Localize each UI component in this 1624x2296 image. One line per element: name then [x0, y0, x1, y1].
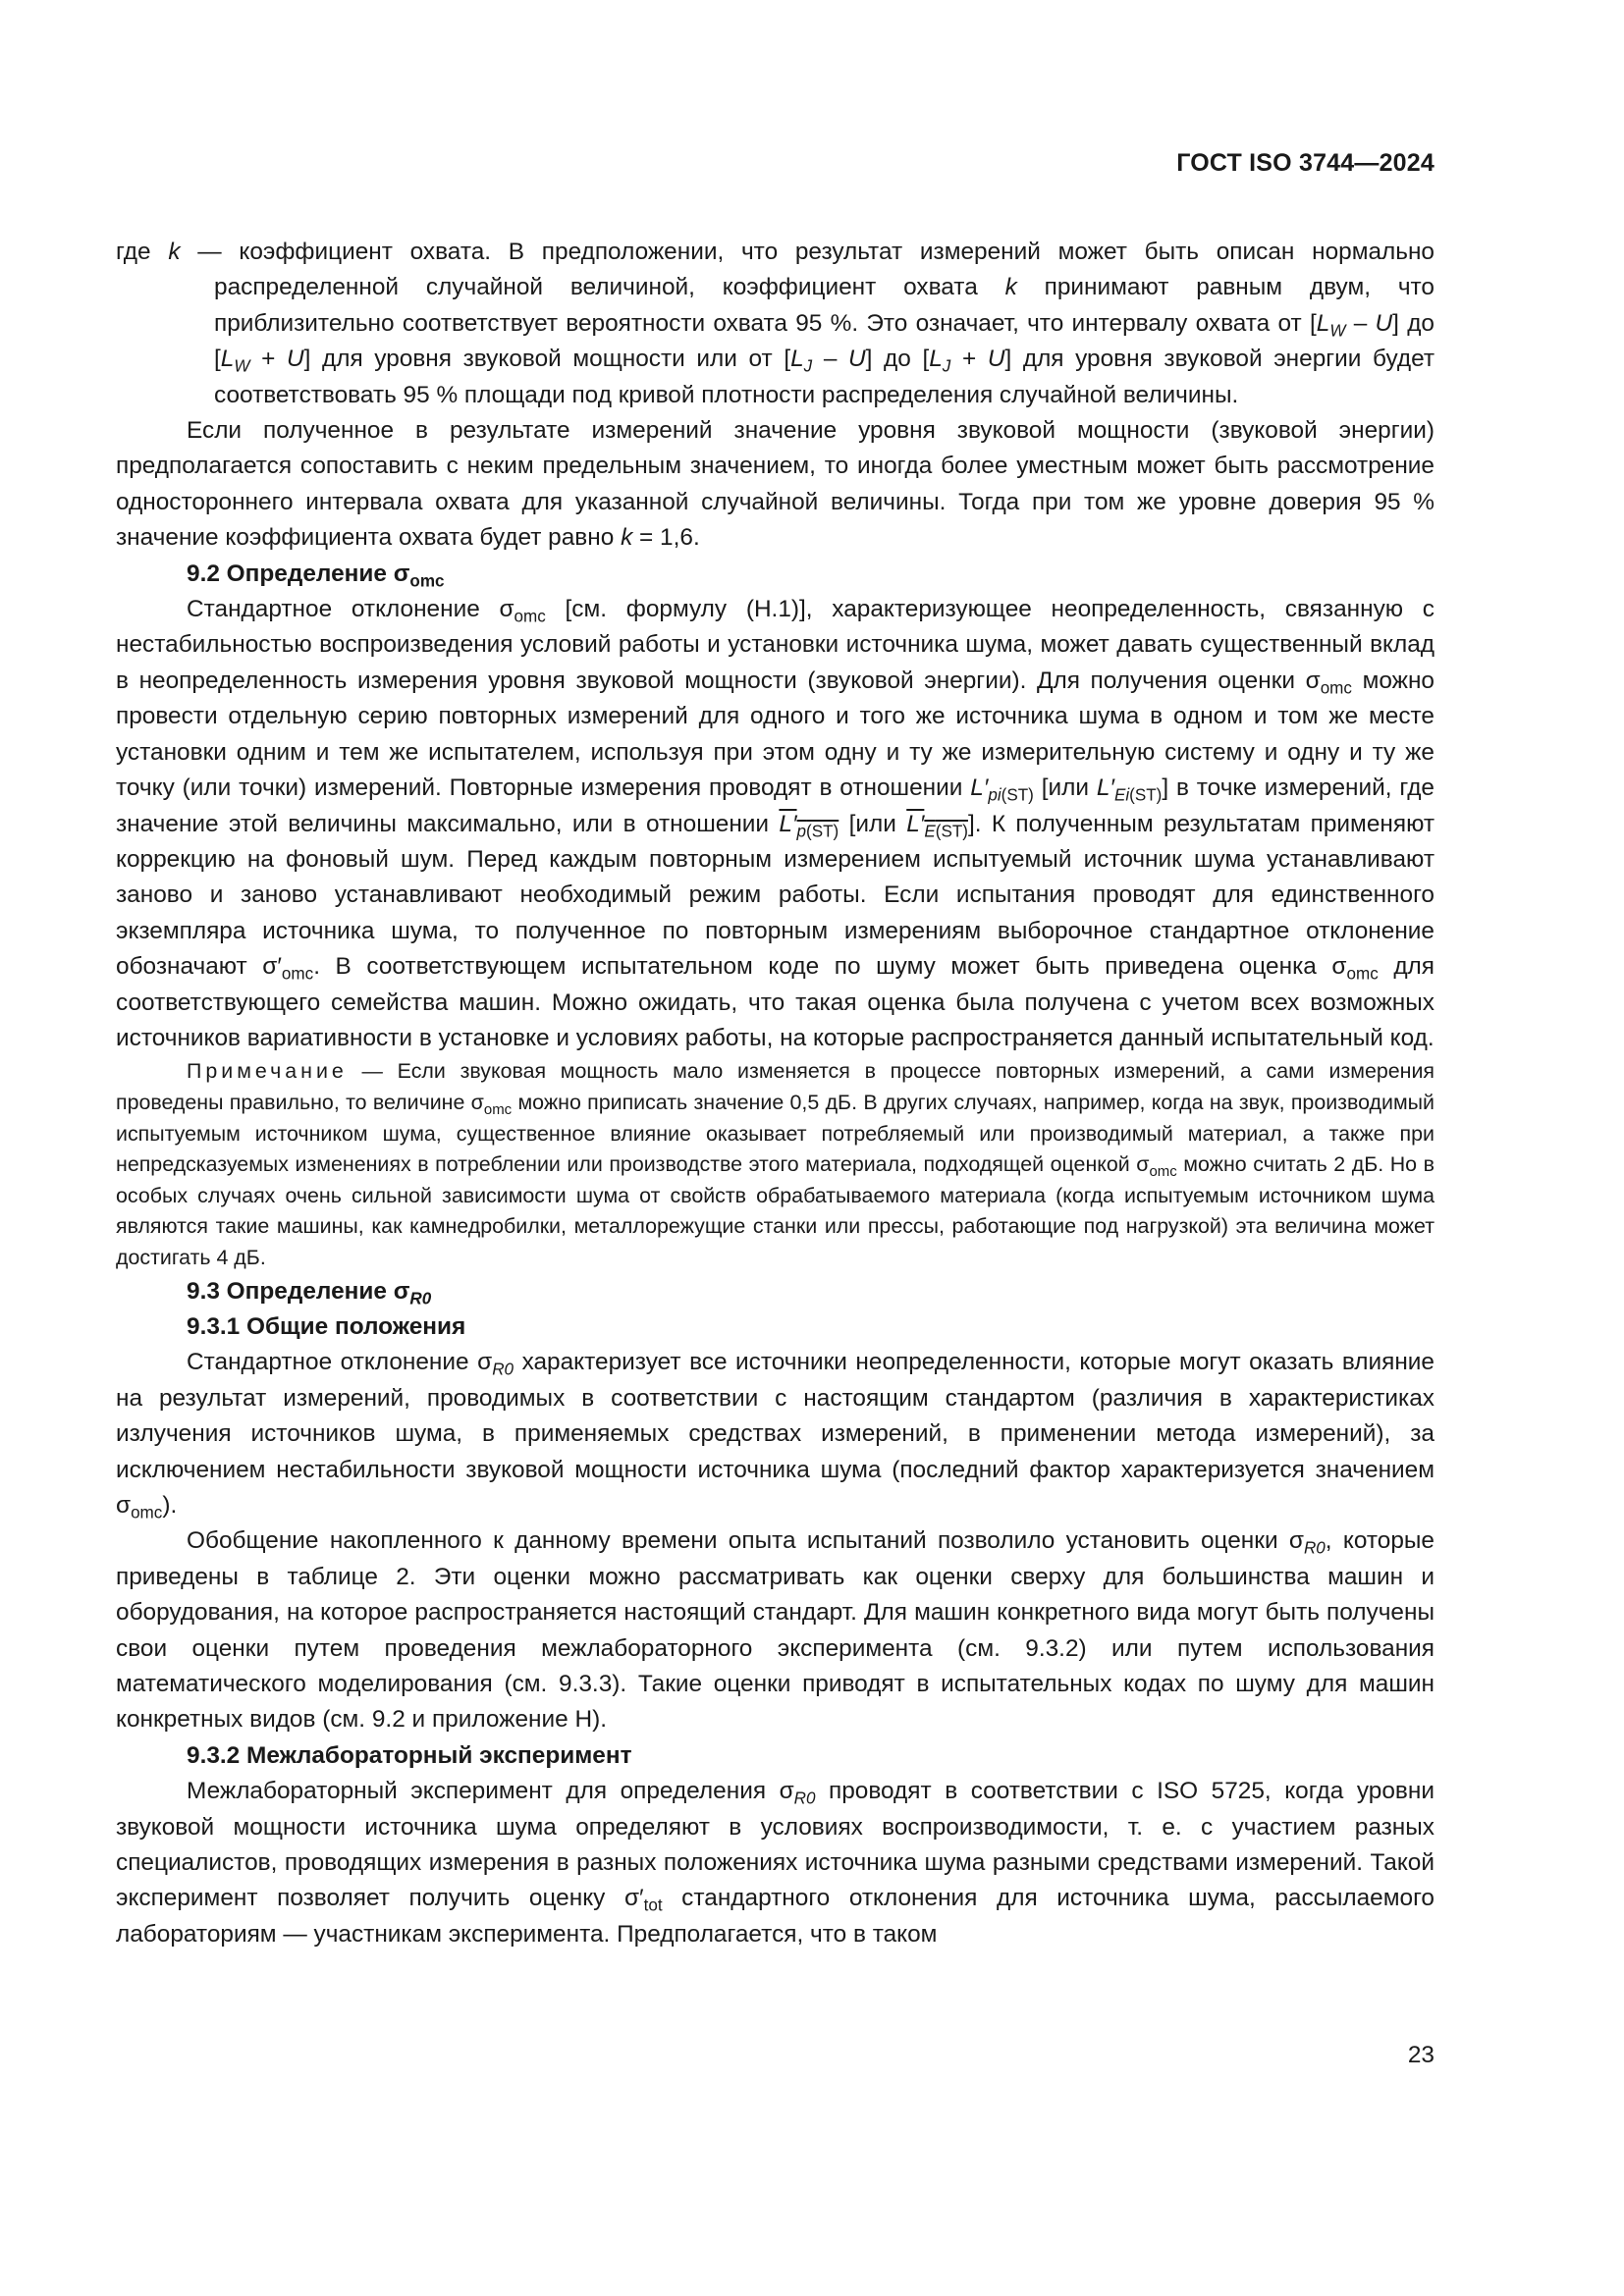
subscript-omc: omc: [1149, 1162, 1177, 1180]
symbol-l-prime: L′: [1096, 774, 1114, 802]
section-title: 9.3 Определение σ: [187, 1277, 410, 1305]
text-segment: стандартного отклонения для источника шума, рассылаемого лабораториям — участникам эксперимента. Предполагается, что в таком: [116, 1885, 1435, 1948]
page-number: 23: [1407, 2042, 1435, 2068]
text-segment: можно считать 2 дБ. Но в особых случаях очень сильной зависимости шума от свойств обрабатываемого материала (когда испытуемым источником шума являются такие машины, как камнедробилки, металлорежущие станки или прессы, работающие под нагрузкой) эта величина может достигать 4 дБ.: [116, 1152, 1435, 1269]
text-segment: Межлабораторный эксперимент для определения σ: [187, 1778, 794, 1805]
text-segment: можно провести отдельную серию повторных измерений для одного и того же источника шума в одном и том же месте установки одним и тем же испытателем, используя при этом одну и ту же измерительную систему и одну и ту же точку (или точки) измерений. Повторные измерения проводят в отношении: [116, 667, 1435, 802]
note-label: Примечание: [187, 1059, 348, 1084]
text-segment: ] для уровня звуковой мощности или от [: [303, 346, 791, 373]
text-segment: Стандартное отклонение σ: [187, 1349, 493, 1376]
text-segment: Обобщение накопленного к данному времени опыта испытаний позволило установить оценки σ: [187, 1527, 1304, 1555]
plus: +: [249, 346, 287, 373]
subscript-omc: omc: [483, 1100, 513, 1118]
symbol-k: k: [621, 524, 633, 552]
symbol-u: U: [286, 346, 304, 373]
text-segment: [или: [839, 810, 907, 837]
text-segment: ]. К полученным результатам применяют коррекцию на фоновый шум. Перед каждым повторным измерением испытуемый источник шума устанавливают заново и заново устанавливают необходимый режим работы. Если испытания проводят для единственного экземпляра источника шума, то полученное по повторным измерениям выборочное стандартное отклонение обозначают σ′: [116, 810, 1435, 981]
subscript-r0: R0: [793, 1789, 816, 1808]
subscript-w: W: [1329, 321, 1346, 341]
subscript-st: (ST): [1129, 785, 1163, 805]
symbol-l: L: [220, 346, 235, 373]
text-segment: , которые приведены в таблице 2. Эти оценки можно рассматривать как оценки сверху для большинства машин и оборудования, на которое распространяется настоящий стандарт. Для машин конкретного вида могут быть получены свои оценки путем проведения межлабораторного эксперимента (см. 9.3.2) или путем использования математического моделирования (см. 9.3.3). Такие оценки приводят в испытательных кодах по шуму для машин конкретных видов (см. 9.2 и приложение H).: [116, 1527, 1435, 1734]
text-segment: для соответствующего семейства машин. Можно ожидать, что такая оценка была получена с учетом всех возможных источников вариативности в установке и условиях работы, на которые распространяется данный испытательный код.: [116, 953, 1435, 1051]
symbol-l: L: [1316, 309, 1330, 337]
overlined-quantity: [779, 810, 839, 840]
text-segment: можно приписать значение 0,5 дБ. В других случаях, например, когда на звук, производимый испытуемым источником шума, существенное влияние оказывает потребляемый или производимый материал, а также при непредсказуемых изменениях в потреблении или производстве этого материала, подходящей оценкой σ: [116, 1090, 1435, 1177]
subscript-r0: R0: [492, 1360, 514, 1379]
text-segment: принимают равным двум, что приблизительно соответствует вероятности охвата 95 %. Это означает, что интервалу охвата от [: [214, 274, 1435, 337]
text-segment: ] до [: [865, 346, 930, 373]
one-sided-interval-paragraph: [116, 413, 1435, 557]
page-content: [116, 235, 1435, 1952]
overlined-quantity: [906, 810, 968, 840]
plus: +: [950, 346, 988, 373]
text-segment: Стандартное отклонение σ: [187, 596, 514, 623]
symbol-k: k: [168, 239, 181, 265]
subscript-ei: Ei: [1113, 785, 1130, 805]
paragraph-9-3-2: [116, 1774, 1435, 1952]
subscript-w: W: [234, 356, 250, 376]
subscript-j: J: [803, 356, 813, 376]
section-title: 9.2 Определение σ: [187, 560, 410, 587]
subscript-omc: omc: [409, 571, 445, 591]
subscript-omc: omc: [131, 1503, 163, 1522]
subscript-pi: pi: [988, 785, 1001, 805]
symbol-u: U: [987, 346, 1005, 373]
subscript-r0: R0: [1303, 1538, 1326, 1558]
text-segment: . В соответствующем испытательном коде по шуму может быть приведена оценка σ: [313, 953, 1347, 981]
text-segment: = 1,6.: [632, 524, 700, 552]
section-heading-9-3-2: 9.3.2 Межлабораторный эксперимент: [187, 1741, 632, 1769]
document-code-header: ГОСТ ISO 3744—2024: [1176, 149, 1435, 177]
text-segment: характеризует все источники неопределенности, которые могут оказать влияние на результат измерений, проводимых в соответствии с настоящим стандартом (различия в характеристиках излучения источников шума, в применяемых средствах измерений, в применении метода измерений), за исключением нестабильности звуковой мощности источника шума (последний фактор характеризуется значением σ: [116, 1349, 1435, 1519]
symbol-l-prime: L′: [970, 774, 989, 802]
text-segment: [или: [1033, 774, 1097, 802]
subscript-st: (ST): [806, 821, 839, 840]
dash: —: [180, 239, 240, 265]
symbol-u: U: [848, 346, 866, 373]
symbol-l-prime: L′: [779, 810, 797, 837]
paragraph-9-2: [116, 592, 1435, 1056]
section-heading-9-3-1: 9.3.1 Общие положения: [187, 1312, 466, 1340]
symbol-l-prime: L′: [906, 810, 925, 837]
text-segment: ] для уровня звуковой энергии будет соответствовать 95 % площади под кривой плотности распределения случайной величины.: [214, 346, 1435, 408]
minus: –: [812, 346, 849, 373]
minus: –: [1345, 309, 1376, 337]
paragraph-9-3-1-b: [116, 1523, 1435, 1737]
symbol-k: k: [1004, 274, 1017, 301]
subscript-omc: omc: [1320, 678, 1352, 698]
subscript-st: (ST): [935, 821, 968, 840]
text-segment: ] в точке измерений, где значение этой величины максимально, или в отношении: [116, 774, 1435, 837]
text-segment: проводят в соответствии с ISO 5725, когда уровни звуковой мощности источника шума определяют в условиях воспроизводимости, т. е. с участием разных специалистов, проводящих измерения в разных положениях источника шума разными средствами измерений. Такой эксперимент позволяет получить оценку σ′: [116, 1778, 1435, 1912]
text-segment: [см. формулу (H.1)], характеризующее неопределенность, связанную с нестабильностью воспроизведения условий работы и установки источника шума, может давать существенный вклад в неопределенность измерения уровня звуковой мощности (звуковой энергии). Для получения оценки σ: [116, 596, 1435, 694]
note-9-2: [116, 1056, 1435, 1273]
text-segment: — Если звуковая мощность мало изменяется в процессе повторных измерений, а сами измерения проведены правильно, то величине σ: [116, 1059, 1435, 1114]
subscript-r0: R0: [409, 1288, 432, 1308]
subscript-omc: omc: [514, 607, 546, 626]
where-lead: где: [116, 239, 169, 265]
section-heading-9-2: [116, 557, 1435, 592]
subscript-p: p: [796, 821, 807, 840]
section-heading-9-3: [116, 1274, 1435, 1309]
subscript-omc: omc: [1346, 964, 1379, 984]
symbol-u: U: [1375, 309, 1393, 337]
paragraph-9-3-1-a: [116, 1345, 1435, 1523]
text-segment: Если полученное в результате измерений значение уровня звуковой мощности (звуковой энергии) предполагается сопоставить с неким предельным значением, то иногда более уместным может быть рассмотрение одностороннего интервала охвата для указанной случайной величины. Тогда при том же уровне доверия 95 % значение коэффициента охвата будет равно: [116, 417, 1435, 552]
subscript-tot: tot: [643, 1896, 663, 1915]
subscript-omc: omc: [281, 964, 314, 984]
text-segment: ] до [: [214, 309, 1435, 373]
symbol-l: L: [929, 346, 943, 373]
subscript-st: (ST): [1001, 785, 1034, 805]
subscript-e: E: [924, 821, 936, 840]
symbol-l: L: [790, 346, 804, 373]
text-segment: ).: [162, 1491, 178, 1519]
subscript-j: J: [942, 356, 951, 376]
text-segment: коэффициент охвата. В предположении, что результат измерений может быть описан нормально распределенной случайной величиной, коэффициент охвата: [214, 239, 1435, 301]
coverage-factor-definition: [116, 235, 1435, 413]
